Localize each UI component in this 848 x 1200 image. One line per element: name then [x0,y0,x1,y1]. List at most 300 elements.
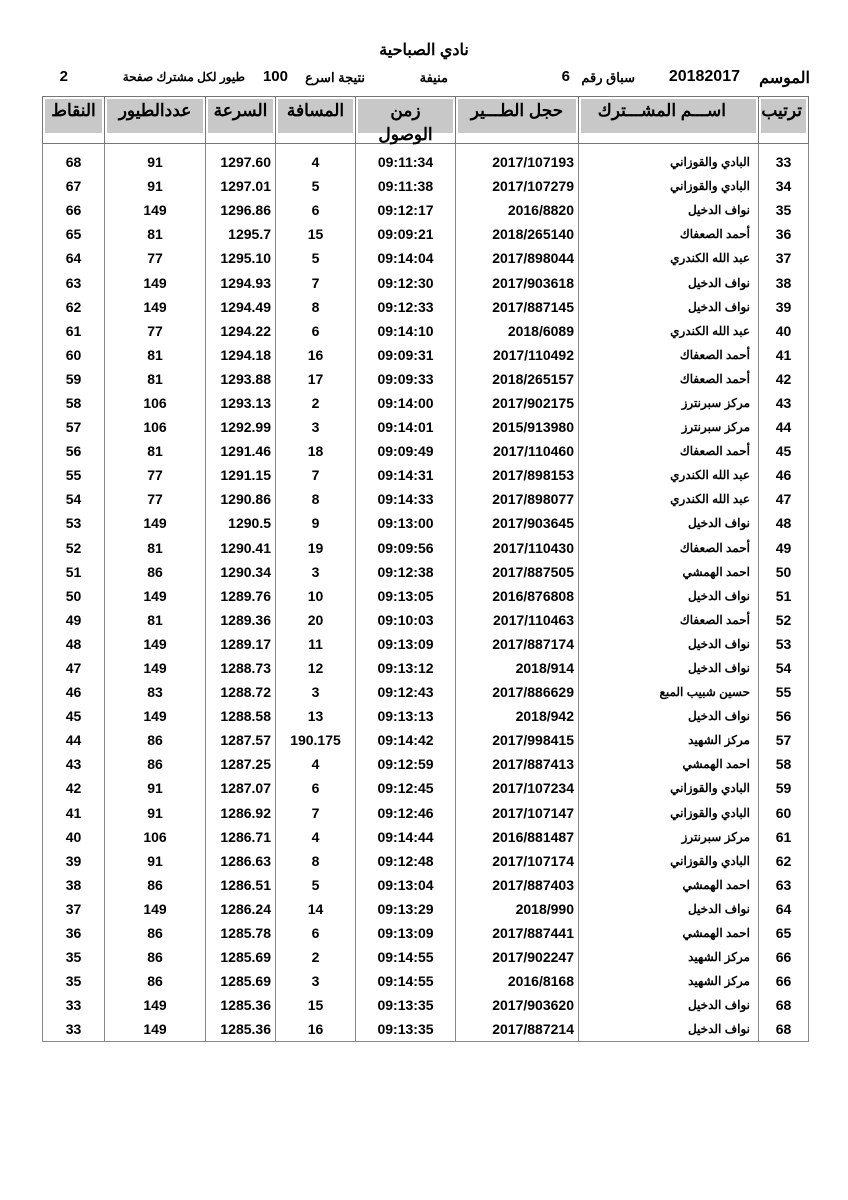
rank-cell: 66 [759,945,809,969]
rank-cell: 47 [759,487,809,511]
arrival-time-cell: 09:13:29 [356,897,456,921]
bird-count-cell: 86 [105,945,206,969]
arrival-time-cell: 09:09:31 [356,343,456,367]
points-cell: 52 [43,536,105,560]
speed-cell: 1289.36 [206,608,276,632]
arrival-time-cell: 09:12:46 [356,801,456,825]
bird-count-cell: 77 [105,319,206,343]
participant-cell: نواف الدخيل [579,632,759,656]
distance-cell: 7 [276,801,356,825]
table-row [43,656,809,680]
participant-cell: البادي والقوزاني [579,776,759,800]
table-row [43,222,809,246]
speed-cell: 1288.58 [206,704,276,728]
points-cell: 59 [43,367,105,391]
arrival-time-cell: 09:09:56 [356,536,456,560]
ring-cell: 2017/898077 [456,487,579,511]
points-cell: 36 [43,921,105,945]
speed-cell: 1287.57 [206,728,276,752]
bird-count-cell: 149 [105,198,206,222]
distance-cell: 2 [276,945,356,969]
rank-cell: 46 [759,463,809,487]
table-row [43,897,809,921]
ring-cell: 2016/8168 [456,969,579,993]
participant-cell: احمد الهمشي [579,921,759,945]
points-cell: 57 [43,415,105,439]
result-label: نتيجة اسرع [305,70,365,85]
arrival-time-cell: 09:13:09 [356,921,456,945]
bird-count-cell: 149 [105,511,206,535]
rank-cell: 61 [759,825,809,849]
rank-cell: 55 [759,680,809,704]
speed-cell: 1286.24 [206,897,276,921]
points-cell: 65 [43,222,105,246]
distance-cell: 8 [276,295,356,319]
distance-cell: 16 [276,1017,356,1042]
speed-cell: 1290.5 [206,511,276,535]
participant-cell: أحمد الصعفاك [579,343,759,367]
rank-cell: 63 [759,873,809,897]
ring-cell: 2017/110463 [456,608,579,632]
points-cell: 66 [43,198,105,222]
arrival-time-cell: 09:14:00 [356,391,456,415]
table-row [43,584,809,608]
race-info [50,68,810,90]
bird-count-cell: 86 [105,921,206,945]
table-row [43,945,809,969]
bird-count-cell: 106 [105,391,206,415]
points-cell: 48 [43,632,105,656]
participant-cell: مركز سبرنترز [579,391,759,415]
distance-cell: 8 [276,849,356,873]
distance-cell: 6 [276,198,356,222]
rank-cell: 66 [759,969,809,993]
arrival-time-cell: 09:11:34 [356,144,456,175]
ring-cell: 2018/990 [456,897,579,921]
ring-cell: 2017/887403 [456,873,579,897]
table-row [43,343,809,367]
arrival-time-cell: 09:14:55 [356,969,456,993]
bird-count-cell: 106 [105,415,206,439]
arrival-time-cell: 09:13:12 [356,656,456,680]
speed-cell: 1294.49 [206,295,276,319]
col-speed: السرعة [206,97,276,144]
rank-cell: 50 [759,560,809,584]
rank-cell: 43 [759,391,809,415]
arrival-time-cell: 09:10:03 [356,608,456,632]
rank-cell: 48 [759,511,809,535]
rank-cell: 56 [759,704,809,728]
points-cell: 40 [43,825,105,849]
participant-cell: عبد الله الكندري [579,246,759,270]
rank-cell: 57 [759,728,809,752]
bird-count-cell: 91 [105,776,206,800]
ring-cell: 2017/998415 [456,728,579,752]
rank-cell: 51 [759,584,809,608]
speed-cell: 1285.69 [206,969,276,993]
distance-cell: 11 [276,632,356,656]
participant-cell: نواف الدخيل [579,295,759,319]
bird-count-cell: 83 [105,680,206,704]
ring-cell: 2017/887214 [456,1017,579,1042]
arrival-time-cell: 09:13:13 [356,704,456,728]
rank-cell: 40 [759,319,809,343]
arrival-time-cell: 09:09:21 [356,222,456,246]
distance-cell: 3 [276,415,356,439]
arrival-time-cell: 09:13:35 [356,1017,456,1042]
speed-cell: 1294.93 [206,270,276,294]
table-row [43,511,809,535]
bird-count-cell: 91 [105,144,206,175]
ring-cell: 2017/110430 [456,536,579,560]
table-row [43,367,809,391]
bird-count-cell: 86 [105,560,206,584]
table-row [43,728,809,752]
rank-cell: 33 [759,144,809,175]
bird-count-cell: 149 [105,656,206,680]
bird-count-cell: 149 [105,897,206,921]
col-distance: المسافة [276,97,356,144]
speed-cell: 1286.51 [206,873,276,897]
ring-cell: 2015/913980 [456,415,579,439]
speed-cell: 1287.07 [206,776,276,800]
ring-cell: 2018/265140 [456,222,579,246]
rank-cell: 53 [759,632,809,656]
participant-cell: البادي والقوزاني [579,144,759,175]
distance-cell: 17 [276,367,356,391]
table-row [43,921,809,945]
distance-cell: 4 [276,752,356,776]
speed-cell: 1286.92 [206,801,276,825]
arrival-time-cell: 09:14:44 [356,825,456,849]
rank-cell: 39 [759,295,809,319]
bird-count-cell: 149 [105,295,206,319]
table-row [43,198,809,222]
distance-cell: 8 [276,487,356,511]
ring-cell: 2017/898044 [456,246,579,270]
rank-cell: 36 [759,222,809,246]
rank-cell: 42 [759,367,809,391]
bird-count-cell: 149 [105,632,206,656]
club-title: نادي الصباحية [379,42,469,59]
arrival-time-cell: 09:13:04 [356,873,456,897]
rank-cell: 44 [759,415,809,439]
participant-cell: مركز الشهيد [579,945,759,969]
participant-cell: نواف الدخيل [579,993,759,1017]
rank-cell: 38 [759,270,809,294]
ring-cell: 2017/902247 [456,945,579,969]
participant-cell: نواف الدخيل [579,704,759,728]
header-row [43,97,809,144]
points-cell: 61 [43,319,105,343]
arrival-time-cell: 09:12:43 [356,680,456,704]
points-cell: 51 [43,560,105,584]
bird-count-cell: 86 [105,969,206,993]
participant-cell: عبد الله الكندري [579,319,759,343]
points-cell: 50 [43,584,105,608]
rank-cell: 45 [759,439,809,463]
col-points: النقاط [43,97,105,144]
ring-cell: 2018/914 [456,656,579,680]
speed-cell: 1297.60 [206,144,276,175]
distance-cell: 5 [276,174,356,198]
points-cell: 35 [43,969,105,993]
distance-cell: 5 [276,873,356,897]
bird-count-cell: 81 [105,608,206,632]
arrival-time-cell: 09:13:05 [356,584,456,608]
table-row [43,873,809,897]
arrival-time-cell: 09:14:10 [356,319,456,343]
bird-count-cell: 149 [105,270,206,294]
bird-count-cell: 77 [105,246,206,270]
speed-cell: 1285.69 [206,945,276,969]
points-cell: 41 [43,801,105,825]
rank-cell: 62 [759,849,809,873]
table-row [43,632,809,656]
distance-cell: 9 [276,511,356,535]
distance-cell: 3 [276,969,356,993]
race-location: منيفة [419,70,448,85]
col-arrival-time: زمن الوصول [356,97,456,144]
speed-cell: 1294.18 [206,343,276,367]
ring-cell: 2017/887413 [456,752,579,776]
bird-count-cell: 91 [105,849,206,873]
participant-cell: حسين شبيب المبع [579,680,759,704]
bird-count-cell: 86 [105,873,206,897]
result-count: 100 [262,68,288,85]
rank-cell: 54 [759,656,809,680]
arrival-time-cell: 09:09:33 [356,367,456,391]
arrival-time-cell: 09:12:30 [356,270,456,294]
race-number: 6 [561,68,570,85]
bird-count-cell: 81 [105,343,206,367]
bird-count-cell: 77 [105,463,206,487]
race-label: سباق رقم [581,70,635,85]
ring-cell: 2017/107193 [456,144,579,175]
rank-cell: 68 [759,1017,809,1042]
table-row [43,704,809,728]
participant-cell: عبد الله الكندري [579,463,759,487]
points-cell: 44 [43,728,105,752]
participant-cell: البادي والقوزاني [579,801,759,825]
distance-cell: 6 [276,776,356,800]
arrival-time-cell: 09:12:33 [356,295,456,319]
table-row [43,439,809,463]
participant-cell: نواف الدخيل [579,897,759,921]
arrival-time-cell: 09:12:45 [356,776,456,800]
points-cell: 67 [43,174,105,198]
participant-cell: نواف الدخيل [579,270,759,294]
arrival-time-cell: 09:09:49 [356,439,456,463]
speed-cell: 1287.25 [206,752,276,776]
bird-count-cell: 106 [105,825,206,849]
rank-cell: 68 [759,993,809,1017]
participant-cell: البادي والقوزاني [579,849,759,873]
distance-cell: 15 [276,222,356,246]
rank-cell: 41 [759,343,809,367]
participant-cell: أحمد الصعفاك [579,367,759,391]
col-rank: ترتيب [759,97,809,144]
table-row [43,849,809,873]
speed-cell: 1294.22 [206,319,276,343]
points-cell: 64 [43,246,105,270]
participant-cell: نواف الدخيل [579,656,759,680]
arrival-time-cell: 09:13:35 [356,993,456,1017]
bird-count-cell: 86 [105,752,206,776]
table-row [43,415,809,439]
points-cell: 62 [43,295,105,319]
speed-cell: 1295.10 [206,246,276,270]
table-row [43,144,809,175]
arrival-time-cell: 09:12:48 [356,849,456,873]
arrival-time-cell: 09:14:01 [356,415,456,439]
ring-cell: 2017/110492 [456,343,579,367]
ring-cell: 2018/942 [456,704,579,728]
table-row [43,246,809,270]
ring-cell: 2018/6089 [456,319,579,343]
table-row [43,391,809,415]
points-cell: 46 [43,680,105,704]
table-body [43,144,809,1042]
ring-cell: 2016/876808 [456,584,579,608]
table-row [43,463,809,487]
rank-cell: 65 [759,921,809,945]
table-row [43,560,809,584]
points-cell: 33 [43,1017,105,1042]
distance-cell: 4 [276,144,356,175]
season-value: 20182017 [668,68,740,85]
ring-cell: 2016/881487 [456,825,579,849]
distance-cell: 13 [276,704,356,728]
ring-cell: 2017/903618 [456,270,579,294]
participant-cell: عبد الله الكندري [579,487,759,511]
ring-cell: 2017/898153 [456,463,579,487]
speed-cell: 1291.46 [206,439,276,463]
participant-cell: مركز سبرنترز [579,825,759,849]
table-row [43,608,809,632]
speed-cell: 1297.01 [206,174,276,198]
ring-cell: 2017/107279 [456,174,579,198]
speed-cell: 1295.7 [206,222,276,246]
bird-count-cell: 149 [105,1017,206,1042]
points-cell: 60 [43,343,105,367]
bird-count-cell: 77 [105,487,206,511]
ring-cell: 2017/107234 [456,776,579,800]
participant-cell: نواف الدخيل [579,511,759,535]
arrival-time-cell: 09:12:17 [356,198,456,222]
table-row [43,319,809,343]
rank-cell: 49 [759,536,809,560]
points-cell: 35 [43,945,105,969]
distance-cell: 5 [276,246,356,270]
distance-cell: 15 [276,993,356,1017]
ring-cell: 2017/110460 [456,439,579,463]
bird-count-cell: 81 [105,367,206,391]
ring-cell: 2017/107147 [456,801,579,825]
distance-cell: 14 [276,897,356,921]
arrival-time-cell: 09:14:42 [356,728,456,752]
arrival-time-cell: 09:13:00 [356,511,456,535]
points-cell: 63 [43,270,105,294]
participant-cell: البادي والقوزاني [579,174,759,198]
participant-cell: أحمد الصعفاك [579,439,759,463]
participant-cell: مركز الشهيد [579,728,759,752]
speed-cell: 1293.13 [206,391,276,415]
speed-cell: 1285.78 [206,921,276,945]
speed-cell: 1289.17 [206,632,276,656]
speed-cell: 1289.76 [206,584,276,608]
speed-cell: 1288.72 [206,680,276,704]
table-row [43,825,809,849]
speed-cell: 1290.86 [206,487,276,511]
participant-cell: نواف الدخيل [579,1017,759,1042]
ring-cell: 2018/265157 [456,367,579,391]
arrival-time-cell: 09:12:38 [356,560,456,584]
table-row [43,993,809,1017]
table-row [43,536,809,560]
participant-cell: احمد الهمشي [579,560,759,584]
bird-count-cell: 149 [105,704,206,728]
table-row [43,752,809,776]
distance-cell: 7 [276,463,356,487]
points-cell: 53 [43,511,105,535]
rank-cell: 34 [759,174,809,198]
rank-cell: 52 [759,608,809,632]
table-row [43,174,809,198]
rank-cell: 64 [759,897,809,921]
distance-cell: 12 [276,656,356,680]
ring-cell: 2016/8820 [456,198,579,222]
arrival-time-cell: 09:13:09 [356,632,456,656]
distance-cell: 16 [276,343,356,367]
bird-count-cell: 81 [105,536,206,560]
speed-cell: 1291.15 [206,463,276,487]
table-row [43,270,809,294]
speed-cell: 1285.36 [206,993,276,1017]
points-cell: 37 [43,897,105,921]
ring-cell: 2017/903645 [456,511,579,535]
distance-cell: 190.175 [276,728,356,752]
participant-cell: مركز سبرنترز [579,415,759,439]
rank-cell: 35 [759,198,809,222]
participant-cell: أحمد الصعفاك [579,536,759,560]
points-cell: 43 [43,752,105,776]
speed-cell: 1293.88 [206,367,276,391]
ring-cell: 2017/886629 [456,680,579,704]
table-row [43,801,809,825]
participant-cell: احمد الهمشي [579,752,759,776]
participant-cell: أحمد الصعفاك [579,222,759,246]
distance-cell: 10 [276,584,356,608]
points-cell: 45 [43,704,105,728]
bird-count-cell: 86 [105,728,206,752]
points-cell: 54 [43,487,105,511]
points-cell: 58 [43,391,105,415]
speed-cell: 1292.99 [206,415,276,439]
page-number: 2 [59,68,68,85]
speed-cell: 1288.73 [206,656,276,680]
rank-cell: 60 [759,801,809,825]
speed-cell: 1296.86 [206,198,276,222]
table-row [43,776,809,800]
points-cell: 55 [43,463,105,487]
participant-cell: أحمد الصعفاك [579,608,759,632]
distance-cell: 20 [276,608,356,632]
speed-cell: 1286.71 [206,825,276,849]
points-cell: 47 [43,656,105,680]
ring-cell: 2017/887505 [456,560,579,584]
points-cell: 49 [43,608,105,632]
